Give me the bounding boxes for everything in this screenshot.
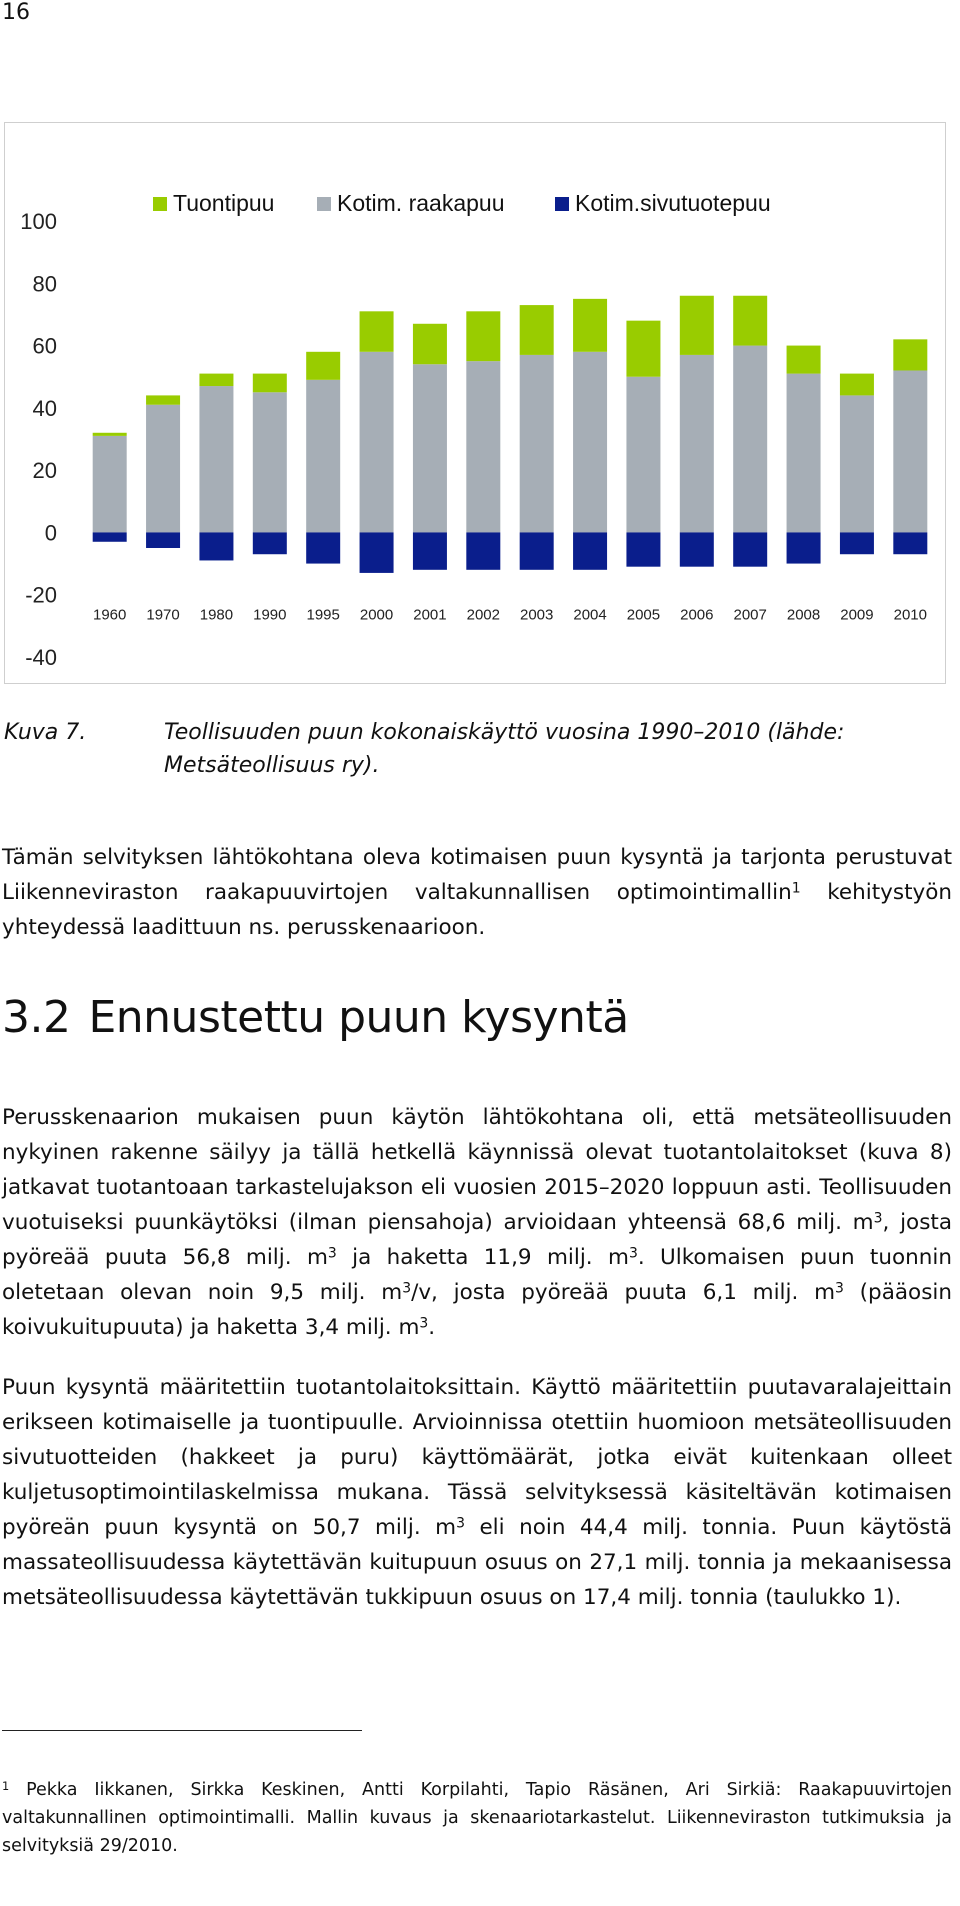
bar-kotim-raakapuu	[146, 405, 180, 533]
chart	[4, 122, 946, 684]
footnote-divider	[2, 1730, 362, 1731]
p1-exponent: 3	[419, 1315, 429, 1332]
legend-label: Kotim.sivutuotepuu	[575, 190, 771, 216]
bar-tuontipuu	[893, 339, 927, 370]
x-tick-label: 2004	[573, 606, 607, 624]
intro-text-before: Tämän selvityksen lähtökohtana oleva kotimaisen puun kysyntä ja tarjonta perustuvat Liikenneviraston raakapuuvirtojen valtakunnallisen optimointimallin	[2, 845, 952, 905]
bar-kotim-raakapuu	[360, 352, 394, 533]
bar-kotim-sivutuotepuu	[573, 532, 607, 569]
bar-kotim-sivutuotepuu	[360, 532, 394, 572]
bar-kotim-raakapuu	[413, 364, 447, 532]
intro-paragraph	[2, 840, 952, 945]
bar-tuontipuu	[253, 374, 287, 393]
bar-kotim-raakapuu	[199, 386, 233, 532]
p1-text-3: ja haketta 11,9 milj. m	[336, 1245, 629, 1270]
caption-label: Kuva 7.	[4, 720, 87, 745]
bar-tuontipuu	[466, 311, 500, 361]
bar-tuontipuu	[626, 321, 660, 377]
bar-kotim-raakapuu	[93, 436, 127, 533]
bar-kotim-sivutuotepuu	[93, 532, 127, 541]
section-heading	[2, 992, 629, 1043]
bar-kotim-raakapuu	[520, 355, 554, 533]
y-tick-label: 40	[32, 395, 57, 421]
p1-text-7: .	[428, 1315, 436, 1340]
y-tick-label: 20	[32, 458, 57, 484]
bar-tuontipuu	[787, 346, 821, 374]
x-tick-label: 1995	[306, 606, 340, 624]
x-tick-label: 2001	[413, 606, 447, 624]
footnote-reference: 1	[791, 880, 801, 897]
bar-kotim-raakapuu	[787, 374, 821, 533]
y-tick-label: -40	[25, 645, 57, 670]
y-tick-label: 100	[20, 209, 57, 234]
section-title: Ennustettu puun kysyntä	[88, 992, 629, 1043]
x-tick-label: 2010	[893, 606, 927, 624]
bar-kotim-raakapuu	[306, 380, 340, 533]
paragraph-demand-method	[2, 1370, 952, 1615]
x-tick-label: 2003	[520, 606, 554, 624]
bar-tuontipuu	[733, 296, 767, 346]
bar-tuontipuu	[199, 374, 233, 386]
bar-tuontipuu	[93, 433, 127, 436]
bar-kotim-sivutuotepuu	[680, 532, 714, 566]
x-tick-label: 2005	[626, 606, 661, 624]
x-tick-label: 2007	[733, 606, 767, 624]
x-tick-label: 2008	[786, 606, 821, 624]
bar-tuontipuu	[840, 374, 874, 396]
caption-text: Teollisuuden puun kokonaiskäyttö vuosina 1990–2010 (lähde: Metsäteollisuus ry).	[164, 720, 845, 778]
x-tick-label: 2000	[359, 606, 394, 624]
x-tick-label: 1990	[253, 606, 287, 624]
x-tick-label: 1980	[199, 606, 234, 624]
footnote-marker: 1	[2, 1778, 10, 1793]
bar-kotim-raakapuu	[253, 392, 287, 532]
bar-kotim-raakapuu	[466, 361, 500, 532]
p1-exponent: 3	[402, 1280, 412, 1297]
bar-kotim-sivutuotepuu	[787, 532, 821, 563]
p2-text-1: Puun kysyntä määritettiin tuotantolaitoksittain. Käyttö määritettiin puutavaralajeittain erikseen kotimaiselle ja tuontipuulle. Arvioinnissa otettiin huomioon metsäteollisuuden sivutuotteiden (hakkeet ja puru) käyttömäärät, jotka eivät kuitenkaan olleet kuljetusoptimointilaskelmissa mukana. Tässä selvityksessä käsiteltävän kotimaisen pyöreän puun kysyntä on 50,7 milj. m	[2, 1375, 952, 1540]
bar-tuontipuu	[146, 395, 180, 404]
p1-exponent: 3	[873, 1210, 883, 1227]
y-tick-label: 60	[32, 333, 57, 359]
bar-tuontipuu	[360, 311, 394, 351]
p1-text-6: (pääosin koivukuitupuuta) ja haketta 3,4 milj. m	[2, 1280, 952, 1340]
bar-kotim-raakapuu	[573, 352, 607, 533]
bar-kotim-raakapuu	[733, 346, 767, 533]
bar-kotim-sivutuotepuu	[253, 532, 287, 554]
p1-text-4: . Ulkomaisen puun tuonnin oletetaan olevan noin 9,5 milj. m	[2, 1245, 952, 1305]
bar-kotim-sivutuotepuu	[466, 532, 500, 569]
bar-kotim-sivutuotepuu	[146, 532, 180, 548]
bar-kotim-sivutuotepuu	[733, 532, 767, 566]
bar-kotim-raakapuu	[840, 395, 874, 532]
stacked-bar-chart	[5, 123, 945, 683]
legend-swatch	[317, 197, 331, 211]
bar-kotim-raakapuu	[626, 377, 660, 533]
footnote-text: Pekka Iikkanen, Sirkka Keskinen, Antti Korpilahti, Tapio Räsänen, Ari Sirkiä: Raakapuuvirtojen valtakunnallinen optimointimalli. Mallin kuvaus ja skenaariotarkastelut. Liikenneviraston tutkimuksia ja selvityksiä 29/2010.	[2, 1780, 952, 1856]
y-tick-label: -20	[25, 582, 57, 608]
bar-kotim-sivutuotepuu	[840, 532, 874, 554]
x-tick-label: 1960	[93, 606, 127, 624]
p1-exponent: 3	[628, 1245, 638, 1262]
bar-tuontipuu	[413, 324, 447, 364]
x-tick-label: 2002	[466, 606, 500, 624]
p1-text-5: /v, josta pyöreää puuta 6,1 milj. m	[411, 1280, 836, 1305]
bar-kotim-sivutuotepuu	[520, 532, 554, 569]
x-tick-label: 1970	[146, 606, 180, 624]
p1-text-1: Perusskenaarion mukaisen puun käytön lähtökohtana oli, että metsäteollisuuden nykyinen rakenne säilyy ja tällä hetkellä käynnissä olevat tuotantolaitokset (kuva 8) jatkavat tuotantoaan tarkastelujakson eli vuosien 2015–2020 loppuun asti. Teollisuuden vuotuiseksi puunkäytöksi (ilman piensahoja) arvioidaan yhteensä 68,6 milj. m	[2, 1105, 952, 1235]
bar-tuontipuu	[573, 299, 607, 352]
legend-swatch	[153, 197, 167, 211]
p1-exponent: 3	[327, 1245, 337, 1262]
bar-tuontipuu	[306, 352, 340, 380]
bar-tuontipuu	[680, 296, 714, 355]
p1-text-2: , josta pyöreää puuta 56,8 milj. m	[2, 1210, 952, 1270]
bar-kotim-sivutuotepuu	[626, 532, 660, 566]
bar-kotim-raakapuu	[680, 355, 714, 533]
y-tick-label: 80	[32, 271, 57, 297]
intro-text-after: kehitystyön yhteydessä laadittuun ns. perusskenaarioon.	[2, 880, 953, 940]
y-tick-label: 0	[44, 520, 57, 546]
section-number: 3.2	[2, 992, 71, 1043]
paragraph-demand-scenario	[2, 1100, 952, 1345]
x-tick-label: 2006	[680, 606, 714, 624]
p2-text-2: eli noin 44,4 milj. tonnia. Puun käytöstä massateollisuudessa käytettävän kuitupuun osuus on 27,1 milj. tonnia ja mekaanisessa metsäteollisuudessa käytettävän tukkipuun osuus on 17,4 milj. tonnia (taulukko 1).	[2, 1515, 952, 1610]
bar-tuontipuu	[520, 305, 554, 355]
p2-exponent: 3	[456, 1515, 465, 1532]
bar-kotim-sivutuotepuu	[306, 532, 340, 563]
legend-label: Kotim. raakapuu	[337, 190, 505, 216]
bar-kotim-sivutuotepuu	[199, 532, 233, 560]
bar-kotim-sivutuotepuu	[893, 532, 927, 554]
bar-kotim-raakapuu	[893, 370, 927, 532]
bar-kotim-sivutuotepuu	[413, 532, 447, 569]
footnote	[2, 1776, 952, 1860]
legend-label: Tuontipuu	[173, 190, 275, 216]
p1-exponent: 3	[835, 1280, 844, 1297]
legend-swatch	[555, 197, 569, 211]
page-number: 16	[2, 0, 30, 25]
x-tick-label: 2009	[840, 606, 874, 624]
